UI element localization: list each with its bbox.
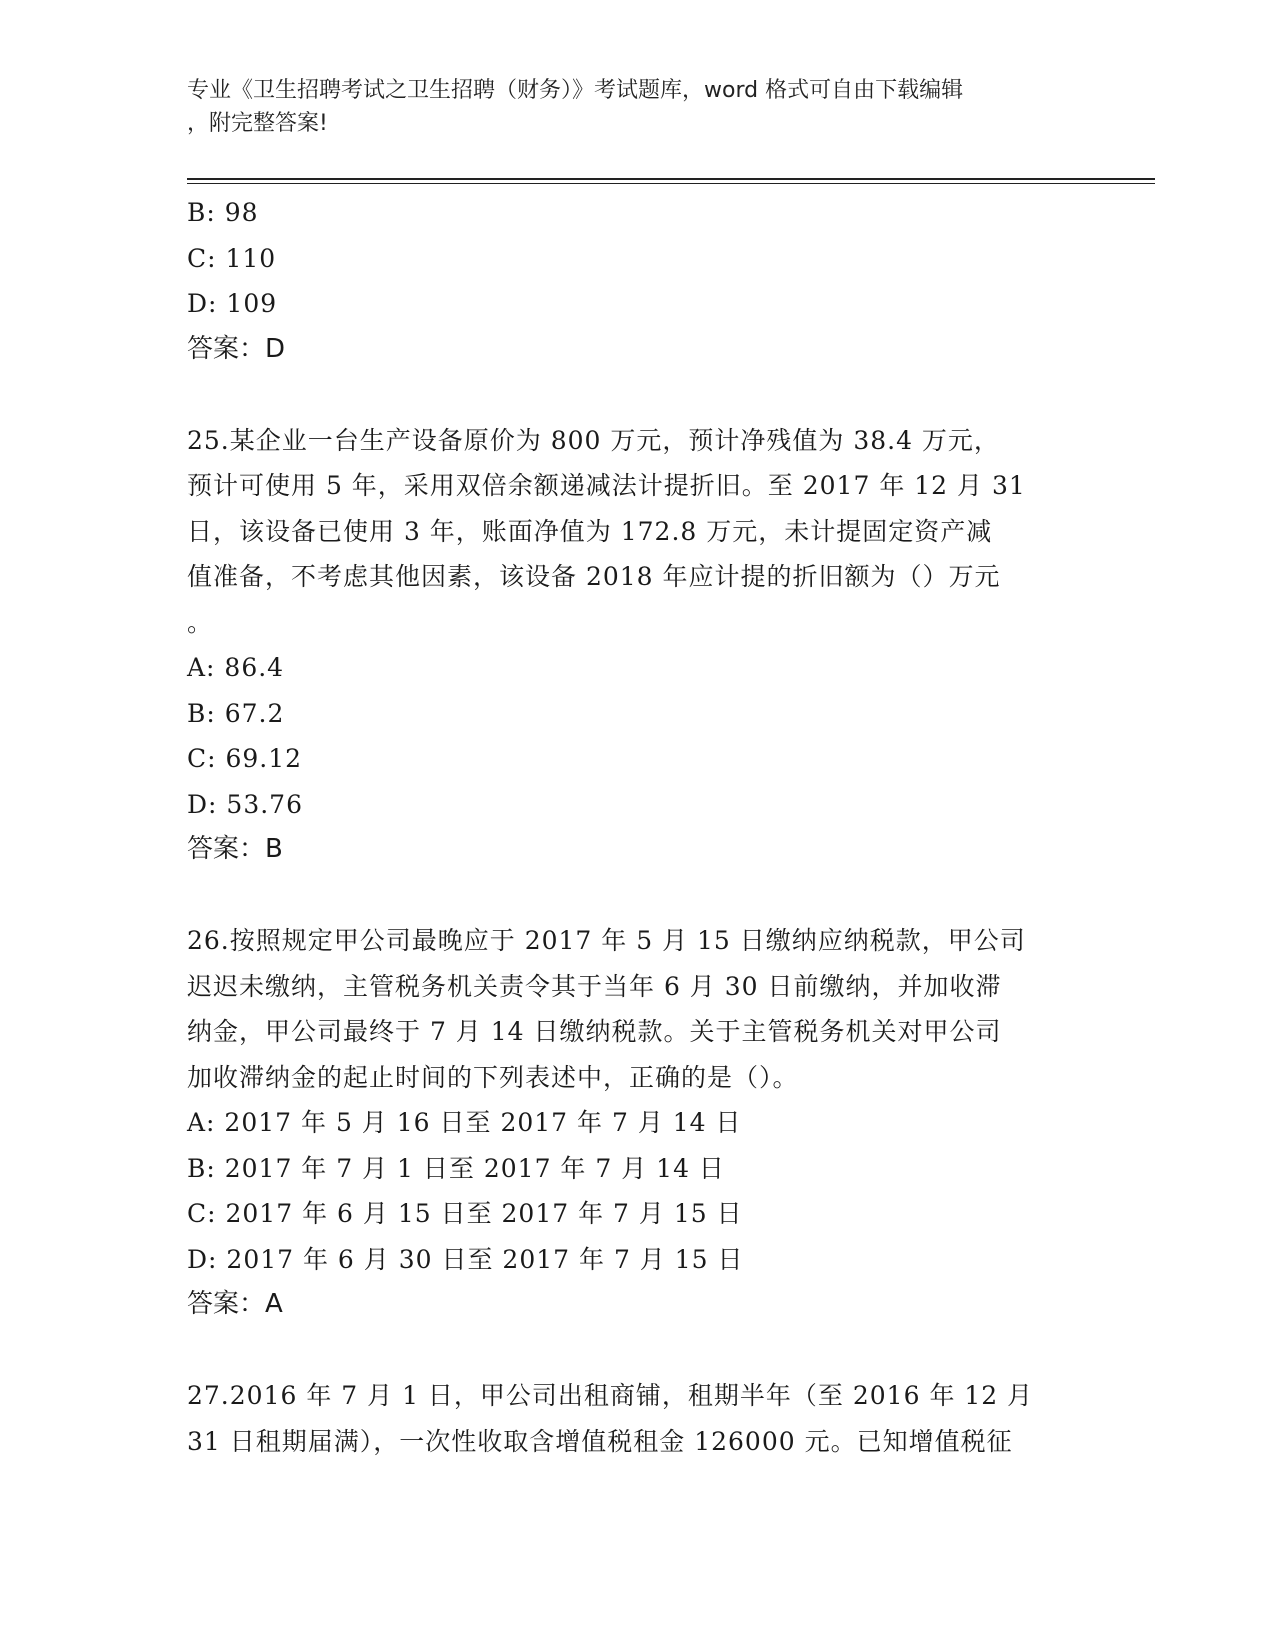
- prev-question-block: [187, 190, 1087, 372]
- question-25: [187, 418, 1087, 873]
- answer-line: 答案：A: [187, 1289, 283, 1319]
- question-text-line: 31 日租期届满），一次性收取含增值税租金 126000 元。已知增值税征: [187, 1426, 1013, 1456]
- spacer: [187, 1328, 1087, 1374]
- question-text-line: 迟迟未缴纳，主管税务机关责令其于当年 6 月 30 日前缴纳，并加收滞: [187, 971, 1002, 1001]
- header-divider-thin: [187, 183, 1155, 184]
- question-text-line: 纳金，甲公司最终于 7 月 14 日缴纳税款。关于主管税务机关对甲公司: [187, 1017, 1002, 1046]
- option-c: C: 69.12: [187, 744, 303, 773]
- option-b: B: 98: [187, 198, 259, 227]
- option-c: C: 2017 年 6 月 15 日至 2017 年 7 月 15 日: [187, 1199, 743, 1228]
- header-divider-thick: [187, 178, 1155, 180]
- spacer: [187, 372, 1087, 418]
- header-line-2: ，附完整答案!: [187, 111, 328, 136]
- answer-line: 答案：B: [187, 834, 283, 864]
- option-a: A: 86.4: [187, 653, 285, 682]
- question-26: [187, 918, 1087, 1328]
- header-line-1: 专业《卫生招聘考试之卫生招聘（财务）》考试题库，word 格式可自由下载编辑: [187, 78, 964, 103]
- question-text-line: 。: [187, 607, 214, 637]
- option-b: B: 67.2: [187, 698, 285, 728]
- option-d: D: 109: [187, 289, 278, 318]
- spacer: [187, 873, 1087, 919]
- question-text-line: 27.2016 年 7 月 1 日，甲公司出租商铺，租期半年（至 2016 年 12 月: [187, 1381, 1034, 1410]
- question-text-line: 预计可使用 5 年，采用双倍余额递减法计提折旧。至 2017 年 12 月 31: [187, 471, 1026, 500]
- document-header: [187, 74, 1087, 140]
- question-text-line: 日，该设备已使用 3 年，账面净值为 172.8 万元，未计提固定资产减: [187, 516, 993, 546]
- answer-line: 答案：D: [187, 333, 286, 364]
- question-text-line: 加收滞纳金的起止时间的下列表述中，正确的是（）。: [187, 1062, 799, 1092]
- question-27: [187, 1373, 1087, 1464]
- question-text-line: 25.某企业一台生产设备原价为 800 万元，预计净残值为 38.4 万元，: [187, 425, 1000, 455]
- option-d: D: 53.76: [187, 789, 303, 819]
- option-a: A: 2017 年 5 月 16 日至 2017 年 7 月 14 日: [187, 1108, 742, 1137]
- option-b: B: 2017 年 7 月 1 日至 2017 年 7 月 14 日: [187, 1153, 725, 1183]
- question-text-line: 值准备，不考虑其他因素，该设备 2018 年应计提的折旧额为（）万元: [187, 562, 1001, 591]
- question-text-line: 26.按照规定甲公司最晚应于 2017 年 5 月 15 日缴纳应纳税款，甲公司: [187, 926, 1026, 955]
- option-c: C: 110: [187, 243, 277, 273]
- option-d: D: 2017 年 6 月 30 日至 2017 年 7 月 15 日: [187, 1244, 744, 1274]
- document-body: [187, 190, 1087, 1464]
